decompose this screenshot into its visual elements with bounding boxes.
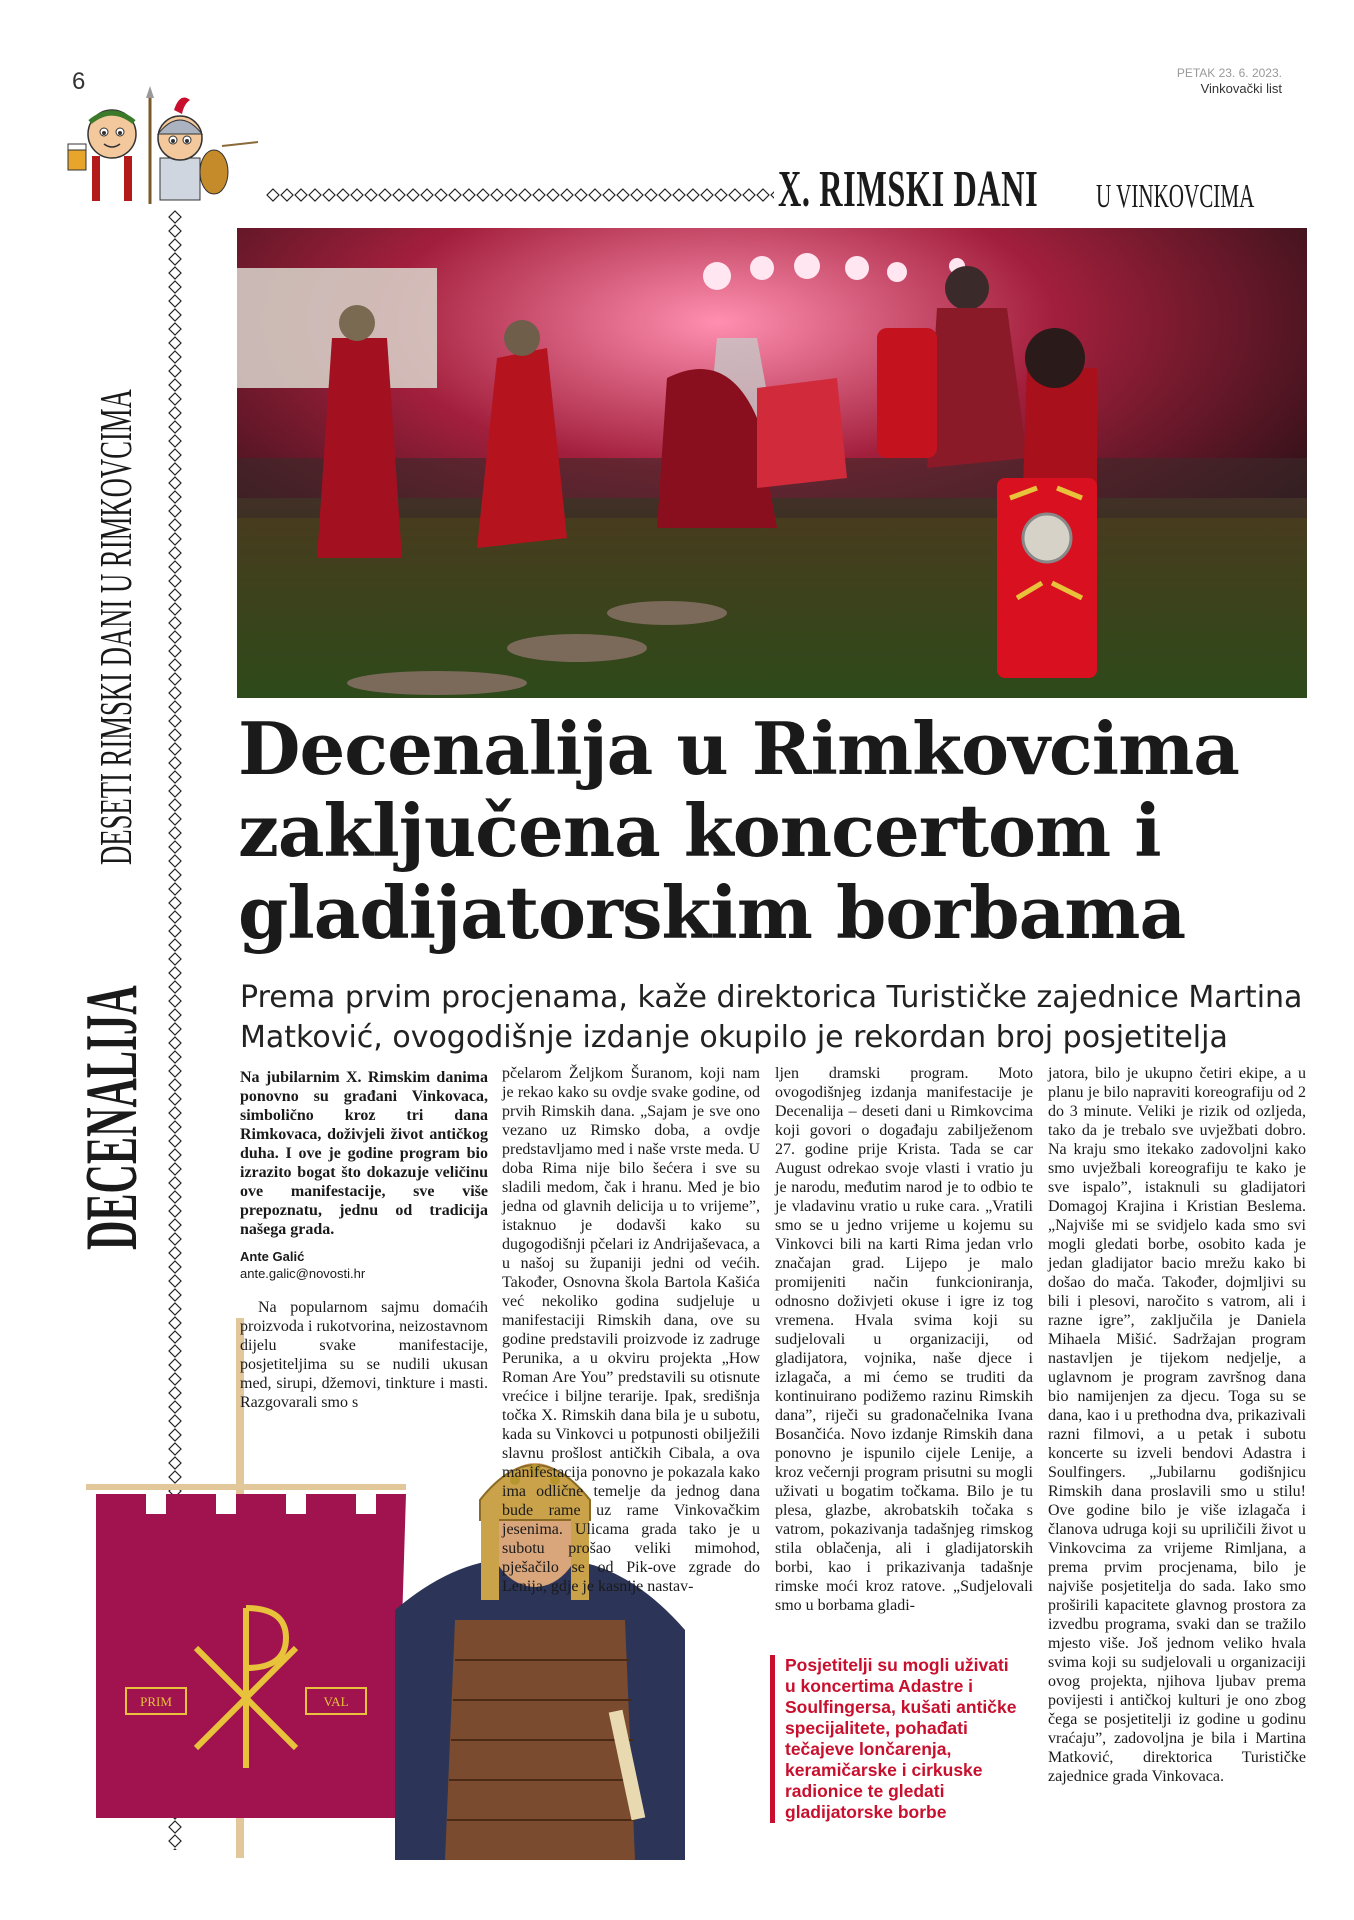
article-lead: Na jubilarnim X. Rimskim danima ponovno su građani Vinkovaca, simbolično kroz tri dana Rimkovaca, doživjeli život antičkog duha. I ove je godine program bio izrazito bogat što dokazuje veličinu ove manifestacije, sve više prepoznatu, jednu od tradicija našega grada.	[240, 1069, 488, 1238]
section-title	[778, 160, 1255, 219]
page-number: 6	[72, 68, 86, 95]
mascots-illustration	[62, 86, 262, 206]
section-title-sub: U VINKOVCIMA	[1096, 178, 1255, 215]
mascot-soldier-icon	[146, 86, 258, 204]
article-column-2: pčelarom Željkom Šuranom, koji nam je rekao kako su ovdje svake godine, od prvih Rimskih dana. „Sajam je sve ono vezano uz Rimsko doba, a ovdje predstavljamo med i naše vrste meda. U doba Rima nije bilo šećera i sve su sladili medom, čak i hranu. Med je bio jedna od glavnih delicija u to vrijeme”, istaknuo je dodavši kako su dugogodišnji pčelari iz Andrijaševaca, a u našoj su županiji jedni od većih. Također, Osnovna škola Bartola Kašića već nekoliko godina sudjeluje u manifestaciji Rimskih dana, ove su godine predstavili proizvode iz zadruge Perunika, a u okviru projekta „How Roman Are You” predstavili su otisnute vrećice i biljne terarije. Ipak, središnja točka X. Rimskih dana bila je u subotu, kada su Vinkovci u potpunosti obilježili slavnu prošlost antičkih Cibala, a ova manifestacija ponovno je pokazala kako ima odlične temelje da jednog dana bude rame uz rame Vinkovačkim jesenima. Ulicama grada tako je u subotu prošao veliki mimohod, pješačilo se od Pik-ove zgrade do Lenija, gdje je kasnije nastav-	[502, 1065, 760, 1595]
vertical-title-big: DECENALIJA	[71, 985, 153, 1250]
publication-name: Vinkovački list	[1200, 81, 1282, 96]
article-column-3: ljen dramski program. Moto ovogodišnjeg izdanja manifestacije je Decenalija – deseti dani u Rimkovcima koji govori o događaju zabilježenom 27. godine prije Krista. Tada se car August odrekao svoje vlasti i vratio ju je narodu, međutim narod je to odbio te je vladavinu vratio u ruke cara. „Vratili smo se u jedno vrijeme u kojemu su Vinkovci bili na karti Rima jedan vrlo značajan grad. Lijepo je malo promijeniti način funkcioniranja, odnosno doživjeti okuse i igre iz tog vremena. Hvala svima koji su sudjelovali u organizaciji, od gladijatora, vojnika, naše djece i izlagača, a mi ćemo se truditi da kontinuirano podižemo razinu Rimskih dana”, riječi su gradonačelnika Ivana Bosančića. Novo izdanje Rimskih dana ponovno je ispunilo cijele Lenije, a kroz večernji program prisutni su mogli uživati u bogatim točkama. Bilo je tu plesa, glazbe, akrobatskih točaka s vatrom, pokazivanja tadašnjeg rimskog stila oblačenja, ali i gladijatorskih borbi, kao i prikazivanja tadašnje rimske moći kroz ratove. „Sudjelovali smo u borbama gladi-	[775, 1065, 1033, 1614]
byline	[240, 1248, 488, 1282]
decorative-diamond-border-top	[266, 188, 774, 202]
article-column-1	[240, 1298, 488, 1412]
banner-left-label: PRIM	[140, 1694, 172, 1709]
issue-date	[1177, 66, 1282, 96]
vertical-sidebar-title	[70, 210, 160, 1250]
author-name: Ante Galić	[240, 1249, 305, 1264]
author-email[interactable]: ante.galic@novosti.hr	[240, 1266, 366, 1281]
mascot-boy-icon	[68, 110, 136, 201]
article-column-4: jatora, bilo je ukupno četiri ekipe, a u planu je bilo napraviti koreografiju od 2 do 3 minute. Veliki je rizik od ozljeda, tako da je trebalo sve uvježbati dobro. Na kraju smo itekako zadovoljni kako smo uvježbali koreografiju te kako je sve ispalo”, istaknuli su gladijatori Domagoj Krajina i Kristian Beslema. „Najviše mi se svidjelo kada smo svi mogli gledati borbe, osobito kada je jedan gladijator bacio mrežu kako bi došao do mača. Također, dojmljivi su bili i plesovi, naročito s vatrom, ali i razne igre”, zaključila je Daniela Mihaela Mišić. Sadržajan program nastavljen je tijekom nedjelje, a uglavnom je program završnog dana bio namijenjen za djecu. Toga su se dana, kao i u prethodna dva, prikazivali razni filmovi, a u petak i subotu koncerte su izveli bendovi Adastra i Soulfingers. „Jubilarnu godišnjicu Rimskih dana proslavili smo u stilu! Ove godine bilo je više izlagača i članova udruga koji su upriličili život u Vinkovcima za vrijeme Rimljana, a prema prvim procjenama, bilo je najviše posjetitelja do sada. Iako smo proširili kapacitete glavnog prostora za izvedbu programa, svaki dan se tražilo mjesto više. Još jednom veliko hvala svima koji su sudjelovali u organizaciji ovog projekta, njihova ljubav prema povijesti i antičkoj kulturi je ono zbog čega se posjetitelji iz godine u godinu vraćaju”, zadovoljna je bila i Martina Matković, direktorica Turističke zajednice grada Vinkovaca.	[1048, 1065, 1306, 1785]
gladiator-battle-photo	[237, 228, 1307, 698]
article-headline: Decenalija u Rimkovcima zaključena koncertom i gladijatorskim borbama	[238, 706, 1239, 955]
vertical-title-small: DESETI RIMSKI DANI U RIMKOVCIMA	[90, 389, 141, 865]
date-text: PETAK 23. 6. 2023.	[1176, 66, 1282, 80]
paragraph: Na popularnom sajmu domaćih proizvoda i rukotvorina, neizostavnom dijelu svake manifestacije, posjetiteljima su se nudili ukusan med, sirupi, džemovi, tinkture i masti. Razgovarali smo s	[240, 1299, 488, 1411]
pull-quote: Posjetitelji su mogli uživati u koncertima Adastre i Soulfingersa, kušati antičke specijalitete, pohađati tečajeve lončarenja, keramičarske i cirkuske radionice te gledati gladijatorske borbe	[770, 1655, 1020, 1823]
section-title-main: X. RIMSKI DANI	[778, 161, 1039, 218]
banner-right-label: VAL	[323, 1694, 349, 1709]
article-deck: Prema prvim procjenama, kaže direktorica Turističke zajednice Martina Matković, ovogodišnje izdanje okupilo je rekordan broj posjetitelja	[240, 980, 1303, 1055]
